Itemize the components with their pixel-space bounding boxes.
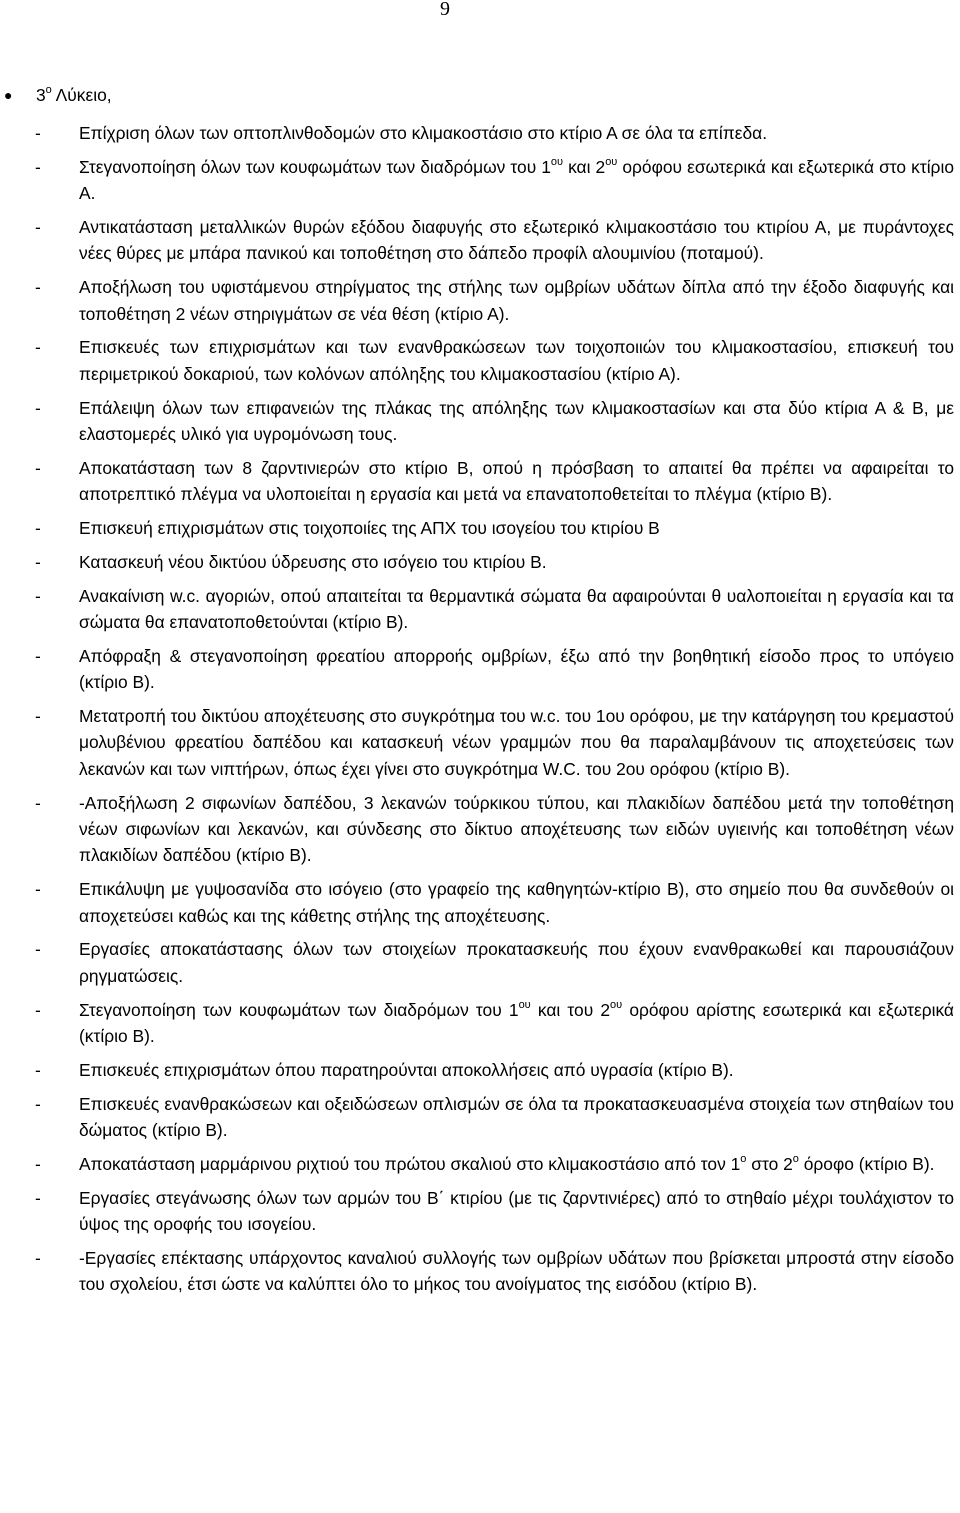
list-item	[0, 455, 960, 508]
list-item	[0, 120, 960, 146]
text-segment: Επισκευές ενανθρακώσεων και οξειδώσεων οπλισμών σε όλα τα προκατασκευασμένα στοιχεία των στηθαίων του δώματος (κτίριο Β).	[79, 1093, 954, 1141]
list-item-text	[79, 217, 954, 263]
section-heading-text	[36, 82, 112, 108]
list-item-text	[79, 646, 954, 692]
list-dash: -	[35, 457, 41, 478]
list-item	[0, 154, 960, 207]
list-item	[0, 274, 960, 327]
text-segment: Μετατροπή του δικτύου αποχέτευσης στο συγκρότημα του w.c. του 1ου ορόφου, με την κατάργηση του κρεμαστού μολυβένιου φρεατίου δαπέδου και κατασκευή νέων γραμμών που θα παραλαμβάνουν τις αποχετεύσεις των λεκανών και των νιπτήρων, όπως έχει γίνει στο συγκρότημα W.C. του 2ου ορόφου (κτίριο Β).	[79, 706, 954, 779]
text-segment: Ανακαίνιση w.c. αγοριών, οπού απαιτείται τα θερμαντικά σώματα θα αφαιρούνται θ υαλοποιείται η εργασία και τα σώματα θα επανατοποθετούνται (κτίριο Β).	[79, 585, 954, 633]
list-dash: -	[35, 1153, 41, 1174]
text-segment: ορόφου αρίστης εσωτερικά και εξωτερικά (κτίριο Β).	[79, 999, 954, 1047]
list-dash: -	[35, 1059, 41, 1080]
list-item-text	[79, 1248, 954, 1294]
list-item	[0, 214, 960, 267]
list-item-text	[79, 1154, 934, 1174]
list-item-text	[79, 793, 954, 866]
list-item-text	[79, 277, 954, 323]
list-item-text	[79, 157, 954, 203]
list-item	[0, 549, 960, 575]
list-dash: -	[35, 397, 41, 418]
list-dash: -	[35, 706, 41, 727]
page-number: 9	[440, 0, 450, 20]
list-dash: -	[35, 551, 41, 572]
heading-prefix: 3	[36, 85, 46, 105]
list-dash: -	[35, 999, 41, 1020]
text-segment: Εργασίες στεγάνωσης όλων των αρμών του Β΄ κτιρίου (με τις ζαρντινιέρες) από το στηθαίο μέχρι τουλάχιστον το ύψος της οροφής του ισογείου.	[79, 1187, 954, 1235]
text-segment: Επισκευές των επιχρισμάτων και των ενανθρακώσεων των τοιχοποιιών του κλιμακοστασίου, επισκευή του περιμετρικού δοκαριού, των κολόνων απόληξης του κλιμακοστασίου (κτίριο Α).	[79, 337, 954, 384]
list-item-text	[79, 586, 954, 632]
superscript: ο	[792, 1153, 799, 1166]
text-segment: Επικάλυψη με γυψοσανίδα στο ισόγειο (στο γραφείο της καθηγητών-κτίριο Β), στο σημείο που θα συνδεθούν οι αποχετεύσει καθώς και της κάθετης στήλης της αποχέτευσης.	[79, 879, 954, 926]
list-dash: -	[35, 518, 41, 539]
list-item-text	[79, 1060, 734, 1080]
list-item	[0, 1151, 960, 1177]
list-dash: -	[35, 585, 41, 606]
list-item	[0, 936, 960, 989]
list-item	[0, 703, 960, 782]
list-item	[0, 1245, 960, 1298]
text-segment: Επάλειψη όλων των επιφανειών της πλάκας της απόληξης των κλιμακοστασίων και στα δύο κτίρια Α & Β, με ελαστομερές υλικό για υγρομόνωση τους.	[79, 397, 954, 445]
list-dash: -	[35, 277, 41, 298]
list-item-text	[79, 552, 547, 572]
text-segment: Εργασίες αποκατάστασης όλων των στοιχείων προκατασκευής που έχουν ενανθρακωθεί και παρουσιάζουν ρηγματώσεις.	[79, 939, 954, 986]
list-dash: -	[35, 217, 41, 237]
list-item-text	[79, 337, 954, 383]
text-segment: ορόφου εσωτερικά και εξωτερικά στο κτίριο Α.	[79, 156, 954, 204]
list-item	[0, 790, 960, 869]
list-item-text	[79, 398, 954, 444]
text-segment: Στεγανοποίηση όλων των κουφωμάτων των διαδρόμων του 1	[79, 156, 551, 177]
superscript: ου	[605, 156, 618, 168]
list-item-text	[79, 706, 954, 779]
list-dash: -	[35, 645, 41, 666]
list-item	[0, 395, 960, 448]
list-item	[0, 876, 960, 929]
list-item	[0, 1057, 960, 1083]
list-item	[0, 997, 960, 1050]
text-segment: Κατασκευή νέου δικτύου ύδρευσης στο ισόγειο του κτιρίου Β.	[79, 551, 547, 572]
list-dash: -	[35, 879, 41, 900]
heading-suffix: Λύκειο,	[51, 85, 112, 105]
superscript: ου	[518, 998, 531, 1011]
list-item	[0, 1091, 960, 1144]
list-dash: -	[35, 337, 41, 358]
text-segment: και 2	[563, 156, 606, 177]
superscript: ο	[740, 1153, 747, 1166]
text-segment: Επισκευή επιχρισμάτων στις τοιχοποιίες της ΑΠΧ του ισογείου του κτιρίου Β	[79, 518, 660, 539]
text-segment: -Εργασίες επέκτασης υπάρχοντος καναλιού συλλογής των ομβρίων υδάτων που βρίσκεται μπροστά στην είσοδο του σχολείου, έτσι ώστε να καλύπτει όλο το μήκος του ανοίγματος της εισόδου (κτίριο Β).	[79, 1247, 954, 1295]
list-dash: -	[35, 1187, 41, 1208]
list-item	[0, 1185, 960, 1238]
list-dash: -	[35, 1247, 41, 1268]
text-segment: Απόφραξη & στεγανοποίηση φρεατίου απορροής ομβρίων, έξω από την βοηθητική είσοδο προς το υπόγειο (κτίριο Β).	[79, 645, 954, 693]
text-segment: Στεγανοποίηση των κουφωμάτων των διαδρόμων του 1	[79, 999, 519, 1020]
list-item-text	[79, 458, 954, 504]
list-item	[0, 334, 960, 387]
list-item	[0, 583, 960, 636]
text-segment: Επίχριση όλων των οπτοπλινθοδομών στο κλιμακοστάσιο στο κτίριο Α σε όλα τα επίπεδα.	[79, 123, 768, 143]
text-segment: στο 2	[746, 1153, 793, 1174]
text-segment: -Αποξήλωση 2 σιφωνίων δαπέδου, 3 λεκανών τούρκικου τύπου, και πλακιδίων δαπέδου μετά την τοποθέτηση νέων σιφωνίων και λεκανών, και σύνδεσης στο δίκτυο αποχέτευσης των ειδών υγιεινής και τοποθέτηση νέων πλακιδίων δαπέδου (κτίριο Β).	[79, 792, 954, 866]
superscript: ου	[550, 156, 564, 168]
text-segment: και του 2	[530, 999, 611, 1020]
list-item-text	[79, 518, 660, 538]
heading-superscript: ο	[45, 84, 52, 97]
text-segment: Αποκατάσταση μαρμάρινου ριχτιού του πρώτου σκαλιού στο κλιμακοστάσιο από τον 1	[79, 1153, 741, 1174]
list-item-text	[79, 879, 954, 925]
bullet-icon: ●	[4, 87, 13, 103]
list-item-text	[79, 939, 954, 985]
list-item-text	[79, 1188, 954, 1234]
list-dash: -	[35, 792, 41, 813]
list-item	[0, 515, 960, 541]
list-item	[0, 643, 960, 696]
text-segment: Αποξήλωση του υφιστάμενου στηρίγματος της στήλης των ομβρίων υδάτων δίπλα από την έξοδο διαφυγής και τοποθέτηση 2 νέων στηριγμάτων σε νέα θέση (κτίριο Α).	[79, 277, 954, 324]
list-dash: -	[35, 156, 41, 177]
list-item-text	[79, 1094, 954, 1140]
list-item-text	[79, 123, 767, 143]
text-segment: Αποκατάσταση των 8 ζαρντινιερών στο κτίριο Β, οπού η πρόσβαση το απαιτεί θα πρέπει να αφαιρείται το αποτρεπτικό πλέγμα να υλοποιείται η εργασία και μετά να επανατοποθετείται το πλέγμα (κτίριο Β).	[79, 457, 954, 505]
list-dash: -	[35, 939, 41, 960]
work-items-list	[0, 120, 960, 1305]
list-dash: -	[35, 123, 41, 143]
list-dash: -	[35, 1093, 41, 1114]
text-segment: Αντικατάσταση μεταλλικών θυρών εξόδου διαφυγής στο εξωτερικό κλιμακοστάσιο του κτιρίου Α, με πυράντοχες νέες θύρες με μπάρα πανικού και τοποθέτηση στο δάπεδο προφίλ αλουμινίου (ποταμού).	[79, 217, 954, 264]
text-segment: όροφο (κτίριο Β).	[798, 1153, 935, 1174]
superscript: ου	[610, 998, 623, 1011]
text-segment: Επισκευές επιχρισμάτων όπου παρατηρούνται αποκολλήσεις από υγρασία (κτίριο Β).	[79, 1059, 734, 1080]
list-item-text	[79, 1000, 954, 1046]
